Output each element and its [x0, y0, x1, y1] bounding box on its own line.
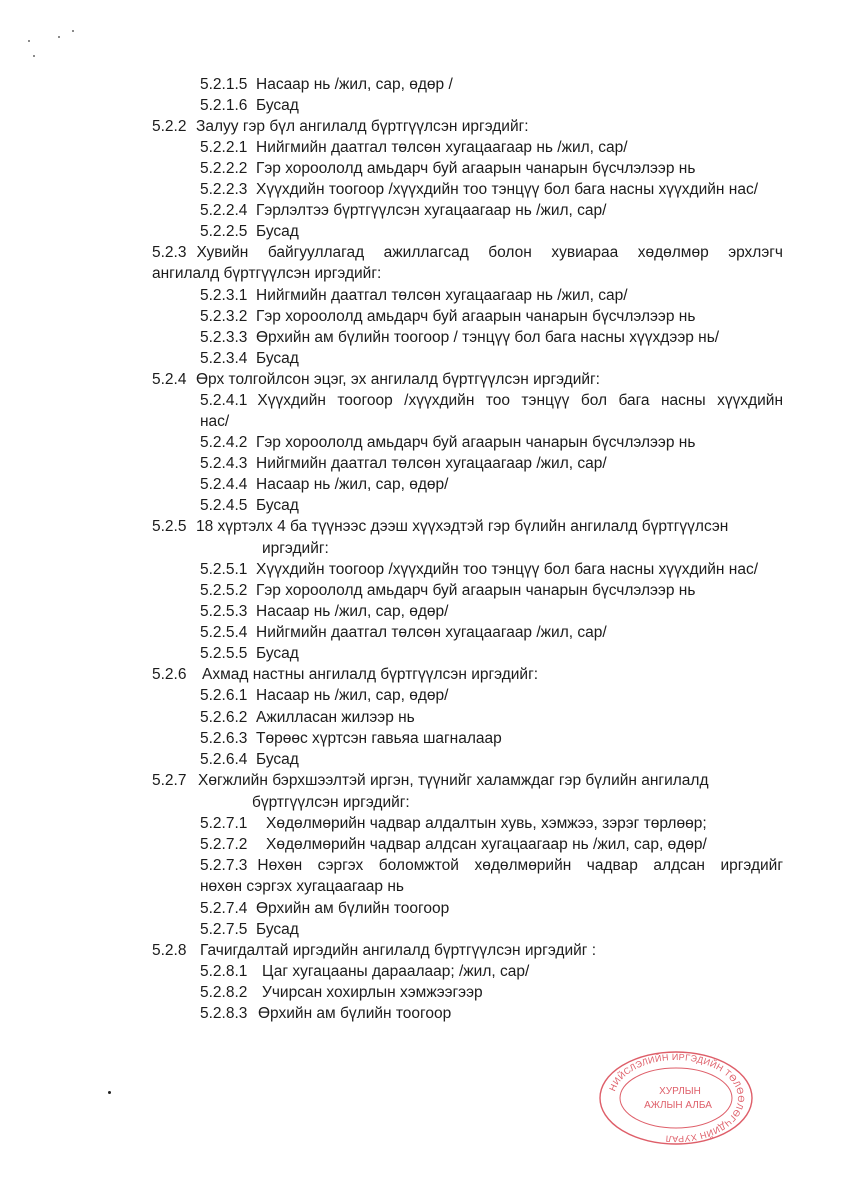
section-5-2-6 [152, 666, 538, 684]
item-text: Хүүхдийн тоогоор /хүүхдийн тоо тэнцүү бол бага насны хүүхдийн нас/ [256, 561, 759, 578]
item-5-2-7-3 [200, 857, 783, 875]
item-5-2-1-5 [200, 76, 453, 94]
item-5-2-3-1 [200, 287, 628, 305]
item-number: 5.2.4.3 [200, 455, 248, 472]
item-text: Нийгмийн даатгал төлсөн хугацаагаар нь /жил, сар/ [256, 287, 628, 304]
item-text: Нөхөн сэргэх боломжтой хөдөлмөрийн чадвар алдсан иргэдийг [257, 857, 783, 874]
item-5-2-8-2 [200, 984, 483, 1002]
section-number: 5.2.3 [152, 244, 187, 261]
item-5-2-7-3-continuation [200, 878, 404, 896]
section-heading: Залуу гэр бүл ангилалд бүртгүүлсэн иргэдийг: [196, 118, 529, 135]
item-5-2-3-2 [200, 308, 695, 326]
item-5-2-7-2 [200, 836, 707, 854]
item-number: 5.2.2.3 [200, 181, 248, 198]
item-number: 5.2.6.2 [200, 709, 248, 726]
section-heading: бүртгүүлсэн иргэдийг: [252, 794, 410, 811]
item-text: Насаар нь /жил, сар, өдөр / [256, 76, 453, 93]
item-5-2-8-3 [200, 1005, 451, 1023]
item-number: 5.2.4.2 [200, 434, 248, 451]
item-5-2-3-3 [200, 329, 719, 347]
item-5-2-2-2 [200, 160, 695, 178]
item-number: 5.2.5.4 [200, 624, 248, 641]
item-text: Төрөөс хүртсэн гавьяа шагналаар [256, 730, 502, 747]
item-5-2-2-4 [200, 202, 606, 220]
item-5-2-2-3 [200, 181, 758, 199]
section-5-2-2 [152, 118, 529, 136]
item-number: 5.2.1.5 [200, 76, 248, 93]
item-5-2-5-5 [200, 645, 299, 663]
item-number: 5.2.7.2 [200, 836, 248, 853]
item-5-2-5-1 [200, 561, 758, 579]
item-5-2-4-1-continuation [200, 413, 229, 431]
item-5-2-6-2 [200, 709, 415, 727]
section-heading: иргэдийг: [262, 540, 329, 557]
stamp-center-line1: ХУРЛЫН [659, 1086, 701, 1097]
item-number: 5.2.8.2 [200, 984, 248, 1001]
stamp-center-line2: АЖЛЫН АЛБА [644, 1100, 712, 1111]
item-number: 5.2.3.3 [200, 329, 248, 346]
stamp-outer-ring [600, 1052, 752, 1144]
item-5-2-7-5 [200, 921, 299, 939]
item-number: 5.2.7.1 [200, 815, 248, 832]
section-heading: 18 хүртэлх 4 ба түүнээс дээш хүүхэдтэй гэр бүлийн ангилалд бүртгүүлсэн [196, 518, 729, 535]
scan-speck [28, 40, 30, 42]
scan-speck [108, 1091, 111, 1094]
item-number: 5.2.7.5 [200, 921, 248, 938]
item-number: 5.2.3.4 [200, 350, 248, 367]
section-5-2-3 [152, 244, 783, 262]
item-text: Цаг хугацааны дараалаар; /жил, сар/ [262, 963, 530, 980]
item-5-2-8-1 [200, 963, 529, 981]
item-5-2-4-5 [200, 497, 299, 515]
item-5-2-2-1 [200, 139, 628, 157]
item-5-2-5-4 [200, 624, 607, 642]
item-text: Нийгмийн даатгал төлсөн хугацаагаар /жил, сар/ [256, 624, 607, 641]
item-text: Бусад [256, 645, 299, 662]
item-text: Хөдөлмөрийн чадвар алдсан хугацаагаар нь /жил, сар, өдөр/ [266, 836, 707, 853]
item-number: 5.2.5.3 [200, 603, 248, 620]
item-text: Бусад [256, 497, 299, 514]
item-5-2-1-6 [200, 97, 299, 115]
item-5-2-2-5 [200, 223, 299, 241]
item-5-2-7-1 [200, 815, 707, 833]
section-heading: Хувийн байгууллагад ажиллагсад болон хувиараа хөдөлмөр эрхлэгч [196, 244, 783, 261]
item-number: 5.2.2.4 [200, 202, 248, 219]
item-text: Нийгмийн даатгал төлсөн хугацаагаар нь /жил, сар/ [256, 139, 628, 156]
item-number: 5.2.2.5 [200, 223, 248, 240]
item-text: Насаар нь /жил, сар, өдөр/ [256, 476, 449, 493]
scan-speck [72, 30, 74, 32]
item-text: Хөдөлмөрийн чадвар алдалтын хувь, хэмжээ, зэрэг төрлөөр; [266, 815, 707, 832]
item-5-2-3-4 [200, 350, 299, 368]
item-number: 5.2.4.4 [200, 476, 248, 493]
item-text: Насаар нь /жил, сар, өдөр/ [256, 687, 449, 704]
item-number: 5.2.2.1 [200, 139, 248, 156]
item-number: 5.2.1.6 [200, 97, 248, 114]
section-number: 5.2.5 [152, 518, 187, 535]
item-text: Өрхийн ам бүлийн тоогоор [258, 1005, 452, 1022]
item-5-2-6-4 [200, 751, 299, 769]
section-heading: Хөгжлийн бэрхшээлтэй иргэн, түүнийг халамждаг гэр бүлийн ангилалд [198, 772, 709, 789]
section-heading: Гачигдалтай иргэдийн ангилалд бүртгүүлсэн иргэдийг : [200, 942, 597, 959]
office-stamp [598, 1050, 754, 1146]
item-text: Бусад [256, 751, 299, 768]
item-text: Нийгмийн даатгал төлсөн хугацаагаар /жил, сар/ [256, 455, 607, 472]
item-number: 5.2.5.5 [200, 645, 248, 662]
item-text: Бусад [256, 223, 299, 240]
item-text: Гэр хороололд амьдарч буй агаарын чанарын бүсчлэлээр нь [256, 308, 696, 325]
section-number: 5.2.8 [152, 942, 187, 959]
item-number: 5.2.7.3 [200, 857, 248, 874]
item-text: Бусад [256, 350, 299, 367]
item-number: 5.2.6.1 [200, 687, 248, 704]
item-number: 5.2.5.2 [200, 582, 248, 599]
item-text: нөхөн сэргэх хугацаагаар нь [200, 878, 404, 895]
item-number: 5.2.4.5 [200, 497, 248, 514]
section-5-2-3-continuation [152, 265, 381, 283]
item-text: Бусад [256, 921, 299, 938]
item-5-2-7-4 [200, 900, 449, 918]
item-5-2-6-3 [200, 730, 502, 748]
item-number: 5.2.3.1 [200, 287, 248, 304]
item-text: Бусад [256, 97, 299, 114]
item-number: 5.2.8.3 [200, 1005, 248, 1022]
item-text: Гэрлэлтээ бүртгүүлсэн хугацаагаар нь /жил, сар/ [256, 202, 607, 219]
item-text: Хүүхдийн тоогоор /хүүхдийн тоо тэнцүү бол бага насны хүүхдийн [257, 392, 783, 409]
section-heading: ангилалд бүртгүүлсэн иргэдийг: [152, 265, 382, 282]
section-number: 5.2.6 [152, 666, 187, 683]
section-number: 5.2.4 [152, 371, 187, 388]
stamp-inner-ring [620, 1068, 732, 1128]
section-5-2-5-continuation [262, 540, 329, 558]
item-text: Ажилласан жилээр нь [256, 709, 415, 726]
item-text: Гэр хороололд амьдарч буй агаарын чанарын бүсчлэлээр нь [256, 582, 696, 599]
item-5-2-4-3 [200, 455, 607, 473]
item-5-2-4-1 [200, 392, 783, 410]
item-5-2-5-3 [200, 603, 448, 621]
item-5-2-4-2 [200, 434, 695, 452]
section-heading: Өрх толгойлсон эцэг, эх ангилалд бүртгүүлсэн иргэдийг: [196, 371, 600, 388]
item-text: Өрхийн ам бүлийн тоогоор [256, 900, 450, 917]
stamp-ring-textpath: НИЙСЛЭЛИЙН ИРГЭДИЙН ТӨЛӨӨЛӨГЧДИЙН ХУРАЛ [607, 1051, 747, 1145]
item-5-2-5-2 [200, 582, 695, 600]
section-5-2-5 [152, 518, 728, 536]
section-number: 5.2.2 [152, 118, 187, 135]
section-5-2-8 [152, 942, 596, 960]
section-heading: Ахмад настны ангилалд бүртгүүлсэн иргэдийг: [202, 666, 539, 683]
item-text: Гэр хороололд амьдарч буй агаарын чанарын бүсчлэлээр нь [256, 434, 696, 451]
section-number: 5.2.7 [152, 772, 187, 789]
section-5-2-7 [152, 772, 709, 790]
item-text: Өрхийн ам бүлийн тоогоор / тэнцүү бол бага насны хүүхдээр нь/ [256, 329, 720, 346]
item-text: Учирсан хохирлын хэмжээгээр [262, 984, 483, 1001]
item-text: Хүүхдийн тоогоор /хүүхдийн тоо тэнцүү бол бага насны хүүхдийн нас/ [256, 181, 759, 198]
item-5-2-4-4 [200, 476, 448, 494]
stamp-ring-text [607, 1052, 746, 1144]
item-5-2-6-1 [200, 687, 448, 705]
item-text: Гэр хороололд амьдарч буй агаарын чанарын бүсчлэлээр нь [256, 160, 696, 177]
item-number: 5.2.2.2 [200, 160, 248, 177]
section-5-2-4 [152, 371, 600, 389]
item-number: 5.2.6.4 [200, 751, 248, 768]
scan-speck [33, 55, 35, 57]
item-number: 5.2.4.1 [200, 392, 248, 409]
item-number: 5.2.6.3 [200, 730, 248, 747]
item-text: нас/ [200, 413, 230, 430]
section-5-2-7-continuation [252, 794, 410, 812]
item-number: 5.2.5.1 [200, 561, 248, 578]
scan-speck [58, 36, 60, 38]
item-number: 5.2.7.4 [200, 900, 248, 917]
item-number: 5.2.3.2 [200, 308, 248, 325]
item-number: 5.2.8.1 [200, 963, 248, 980]
item-text: Насаар нь /жил, сар, өдөр/ [256, 603, 449, 620]
